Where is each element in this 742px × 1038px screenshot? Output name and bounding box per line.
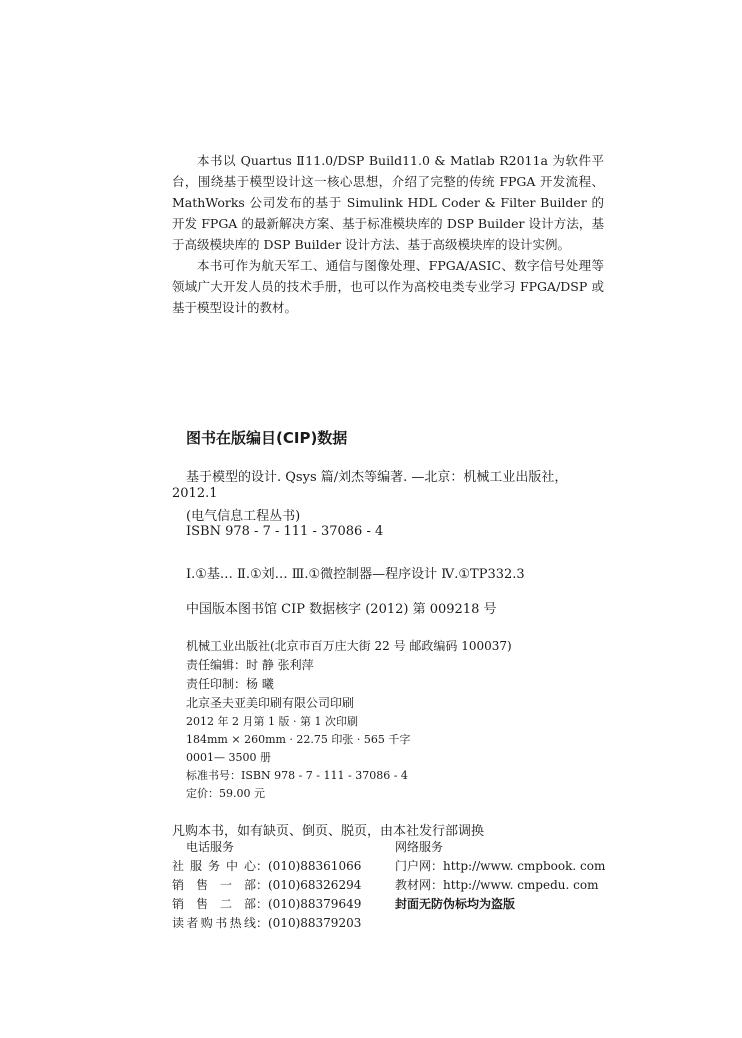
service-row	[172, 895, 361, 912]
service-row	[172, 914, 361, 931]
print-run: 0001— 3500 册	[186, 751, 271, 764]
portal-website: 门户网：http://www. cmpbook. com	[395, 859, 606, 873]
service-row	[172, 876, 361, 893]
responsible-editors: 责任编辑：时 静 张利萍	[186, 658, 314, 672]
service-row	[172, 857, 361, 874]
price: 定价：59.00 元	[186, 787, 265, 800]
cip-title: 图书在版编目(CIP)数据	[186, 429, 348, 447]
edition-info: 2012 年 2 月第 1 版 · 第 1 次印刷	[186, 715, 358, 728]
book-abstract	[172, 150, 604, 318]
service-phone: ：(010)88379649	[256, 897, 362, 911]
print-editor: 责任印制：杨 曦	[186, 677, 274, 691]
network-service-heading: 网络服务	[395, 840, 444, 854]
printer: 北京圣夫亚美印刷有限公司印刷	[186, 696, 355, 710]
abstract-paragraph-1: 本书以 Quartus Ⅱ11.0/DSP Build11.0 & Matlab R2011a 为软件平台，围绕基于模型设计这一核心思想，介绍了完整的传统 FPGA 开发流程、MathWorks 公司发布的基于 Simulink HDL Coder & Filter Builder 的开发 FPGA 的最新解决方案、基于标准模块库的 DSP Builder 设计方法，基于高级模块库的 DSP Builder 设计方法、基于高级模块库的设计实例。	[172, 153, 604, 252]
return-notice: 凡购本书，如有缺页、倒页、脱页，由本社发行部调换	[172, 824, 485, 839]
service-phone: ：(010)68326294	[256, 878, 362, 892]
service-label: 销售一部	[172, 878, 256, 892]
service-label: 社服务中心	[172, 859, 256, 873]
textbook-website: 教材网：http://www. cmpedu. com	[395, 878, 599, 892]
cip-isbn: ISBN 978 - 7 - 111 - 37086 - 4	[186, 524, 384, 539]
service-label: 销售二部	[172, 897, 256, 911]
cip-record-line-2: 2012.1	[172, 486, 218, 501]
standard-book-number: 标准书号：ISBN 978 - 7 - 111 - 37086 - 4	[186, 769, 408, 782]
anti-piracy-notice: 封面无防伪标均为盗版	[395, 897, 516, 911]
cip-classification: Ⅰ.①基… Ⅱ.①刘… Ⅲ.①微控制器—程序设计 Ⅳ.①TP332.3	[186, 567, 525, 582]
service-label: 读者购书热线	[172, 916, 256, 930]
abstract-paragraph-2: 本书可作为航天军工、通信与图像处理、FPGA/ASIC、数字信号处理等领域广大开发人员的技术手册，也可以作为高校电类专业学习 FPGA/DSP 或基于模型设计的教材。	[172, 258, 604, 315]
cip-check-number: 中国版本图书馆 CIP 数据核字 (2012) 第 009218 号	[186, 602, 497, 617]
publisher-address: 机械工业出版社(北京市百万庄大街 22 号 邮政编码 100037)	[186, 639, 512, 653]
cip-record-line-1: 基于模型的设计. Qsys 篇/刘杰等编著. —北京：机械工业出版社，	[186, 470, 568, 485]
service-phone: ：(010)88361066	[256, 859, 362, 873]
phone-service-heading: 电话服务	[186, 840, 235, 854]
format-info: 184mm × 260mm · 22.75 印张 · 565 千字	[186, 733, 411, 746]
service-phone: ：(010)88379203	[256, 916, 362, 930]
cip-series: (电气信息工程丛书)	[186, 509, 301, 524]
